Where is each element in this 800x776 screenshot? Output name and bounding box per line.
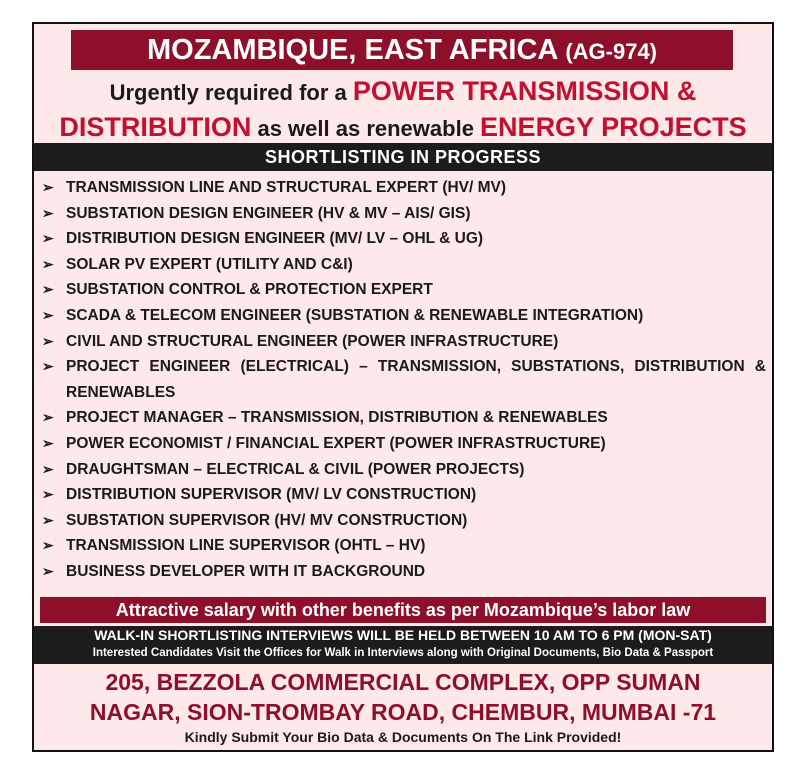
address-line-2: NAGAR, SION-TROMBAY ROAD, CHEMBUR, MUMBAI -71 — [89, 699, 717, 725]
list-item: ➢ BUSINESS DEVELOPER WITH IT BACKGROUND — [42, 559, 766, 585]
subtitle-highlight-energy-projects: ENERGY PROJECTS — [480, 112, 747, 142]
arrow-bullet-icon: ➢ — [42, 486, 54, 503]
subtitle-highlight-distribution: DISTRIBUTION — [59, 112, 252, 142]
list-item: ➢ CIVIL AND STRUCTURAL ENGINEER (POWER INFRASTRUCTURE) — [42, 329, 766, 355]
list-item: ➢ SUBSTATION DESIGN ENGINEER (HV & MV – AIS/ GIS) — [42, 201, 766, 227]
arrow-bullet-icon: ➢ — [42, 306, 54, 323]
arrow-bullet-icon: ➢ — [42, 358, 54, 375]
list-item: ➢ SOLAR PV EXPERT (UTILITY AND C&I) — [42, 252, 766, 278]
subtitle-line-1 — [34, 74, 772, 110]
list-item: ➢ DISTRIBUTION SUPERVISOR (MV/ LV CONSTRUCTION) — [42, 482, 766, 508]
arrow-bullet-icon: ➢ — [42, 434, 54, 451]
list-item: ➢ PROJECT ENGINEER (ELECTRICAL) – TRANSMISSION, SUBSTATIONS, DISTRIBUTION & RENEWABLES — [42, 354, 766, 405]
list-item: ➢ DRAUGHTSMAN – ELECTRICAL & CIVIL (POWER PROJECTS) — [42, 457, 766, 483]
walkin-instructions: Interested Candidates Visit the Offices for Walk in Interviews along with Original Documents, Bio Data & Passport — [92, 647, 714, 659]
subtitle-prefix: Urgently required for a — [109, 80, 353, 105]
arrow-bullet-icon: ➢ — [42, 332, 54, 349]
arrow-bullet-icon: ➢ — [42, 537, 54, 554]
shortlisting-banner: SHORTLISTING IN PROGRESS — [34, 143, 772, 171]
arrow-bullet-icon: ➢ — [42, 511, 54, 528]
list-item: ➢ TRANSMISSION LINE AND STRUCTURAL EXPERT (HV/ MV) — [42, 175, 766, 201]
arrow-bullet-icon: ➢ — [42, 230, 54, 247]
arrow-bullet-icon: ➢ — [42, 204, 54, 221]
list-item: ➢ SCADA & TELECOM ENGINEER (SUBSTATION & RENEWABLE INTEGRATION) — [42, 303, 766, 329]
ad-code: (AG-974) — [565, 39, 658, 64]
list-item: ➢ DISTRIBUTION DESIGN ENGINEER (MV/ LV – OHL & UG) — [42, 226, 766, 252]
arrow-bullet-icon: ➢ — [42, 562, 54, 579]
walkin-schedule: WALK-IN SHORTLISTING INTERVIEWS WILL BE HELD BETWEEN 10 AM TO 6 PM (MON-SAT) — [94, 627, 712, 643]
list-item: ➢ SUBSTATION SUPERVISOR (HV/ MV CONSTRUCTION) — [42, 508, 766, 534]
arrow-bullet-icon: ➢ — [42, 409, 54, 426]
arrow-bullet-icon: ➢ — [42, 281, 54, 298]
arrow-bullet-icon: ➢ — [42, 179, 54, 195]
salary-banner: Attractive salary with other benefits as per Mozambique’s labor law — [40, 597, 766, 623]
subtitle-highlight-power-transmission: POWER TRANSMISSION & — [352, 76, 697, 106]
subtitle-line-2 — [34, 110, 772, 146]
arrow-bullet-icon: ➢ — [42, 460, 54, 477]
page-title: MOZAMBIQUE, EAST AFRICA — [146, 34, 558, 66]
position-list — [42, 175, 766, 585]
list-item: ➢ SUBSTATION CONTROL & PROTECTION EXPERT — [42, 277, 766, 303]
arrow-bullet-icon: ➢ — [42, 255, 54, 272]
list-item: ➢ POWER ECONOMIST / FINANCIAL EXPERT (POWER INFRASTRUCTURE) — [42, 431, 766, 457]
address-line-1: 205, BEZZOLA COMMERCIAL COMPLEX, OPP SUMAN — [105, 669, 701, 695]
list-item: ➢ PROJECT MANAGER – TRANSMISSION, DISTRIBUTION & RENEWABLES — [42, 405, 766, 431]
walkin-banner — [34, 626, 772, 664]
title-banner — [71, 30, 733, 70]
list-item: ➢ TRANSMISSION LINE SUPERVISOR (OHTL – HV) — [42, 533, 766, 559]
subtitle-middle: as well as renewable — [251, 116, 481, 141]
job-poster — [32, 22, 774, 752]
footer-note: Kindly Submit Your Bio Data & Documents On The Link Provided! — [184, 729, 622, 745]
